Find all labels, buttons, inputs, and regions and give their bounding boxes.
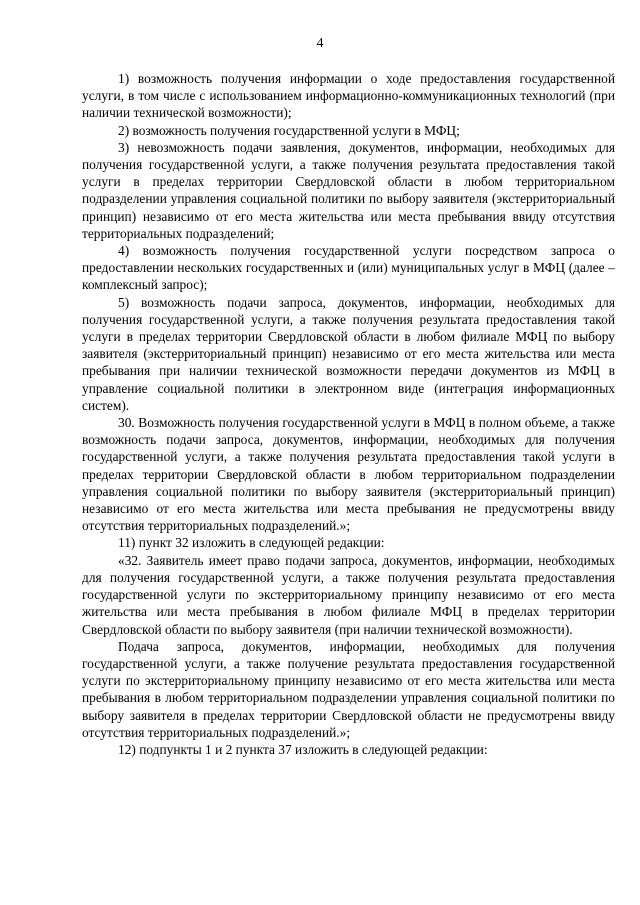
paragraph-amendment-12: 12) подпункты 1 и 2 пункта 37 изложить в следующей редакции: xyxy=(118,741,488,757)
paragraph-item-5: 5) возможность подачи запроса, документов, информации, необходимых для получения государственной услуги, а также получения результата предоставления такой услуги в пределах территории Свердловской области в любом филиале МФЦ по выбору заявителя (экстерриториальный принцип) независимо от его места жительства или места пребывания при наличии технической возможности передачи документов из МФЦ в управление социальной политики в электронном виде (интеграция информационных систем). xyxy=(82,294,615,413)
paragraph-item-3: 3) невозможность подачи заявления, документов, информации, необходимых для получения государственной услуги, а также получения результата предоставления такой услуги в пределах территории Свердловской области в любом территориальном подразделении управления социальной политики по выбору заявителя (экстерриториальный принцип) независимо от его места жительства или места пребывания ввиду отсутствия территориальных подразделений; xyxy=(82,139,615,241)
page-number: 4 xyxy=(316,36,324,51)
paragraph-point-32: «32. Заявитель имеет право подачи запроса, документов, информации, необходимых для получения государственной услуги, а также получения результата предоставления государственной услуги по экстерриториальному принципу независимо от его места жительства или места пребывания в любом филиале МФЦ в пределах территории Свердловской области по выбору заявителя (при наличии технической возможности). xyxy=(82,552,615,637)
paragraph-item-2: 2) возможность получения государственной услуги в МФЦ; xyxy=(118,122,460,138)
paragraph-item-1: 1) возможность получения информации о ходе предоставления государственной услуги, в том числе с использованием информационно-коммуникационных технологий (при наличии технической возможности); xyxy=(82,71,615,121)
paragraph-point-30: 30. Возможность получения государственной услуги в МФЦ в полном объеме, а также возможность подачи запроса, документов, информации, необходимых для получения государственной услуги, а также получения результата предоставления такой услуги в пределах территории Свердловской области в любом территориальном подразделении управления социальной политики по выбору заявителя (экстерриториальный принцип) независимо от его места жительства или места пребывания не предусмотрены ввиду отсутствия территориальных подразделений.»; xyxy=(82,415,615,534)
document-body xyxy=(82,70,615,758)
paragraph-item-4: 4) возможность получения государственной услуги посредством запроса о предоставлении нескольких государственных и (или) муниципальных услуг в МФЦ (далее – комплексный запрос); xyxy=(82,243,615,293)
paragraph-amendment-11: 11) пункт 32 изложить в следующей редакции: xyxy=(118,535,385,551)
paragraph-point-32-continued: Подача запроса, документов, информации, необходимых для получения государственной услуги, а также получение результата предоставления государственной услуги по экстерриториальному принципу независимо от его места жительства или места пребывания в любом территориальном подразделении управления социальной политики по выбору заявителя в пределах территории Свердловской области не предусмотрены ввиду отсутствия территориальных подразделений.»; xyxy=(82,638,615,740)
